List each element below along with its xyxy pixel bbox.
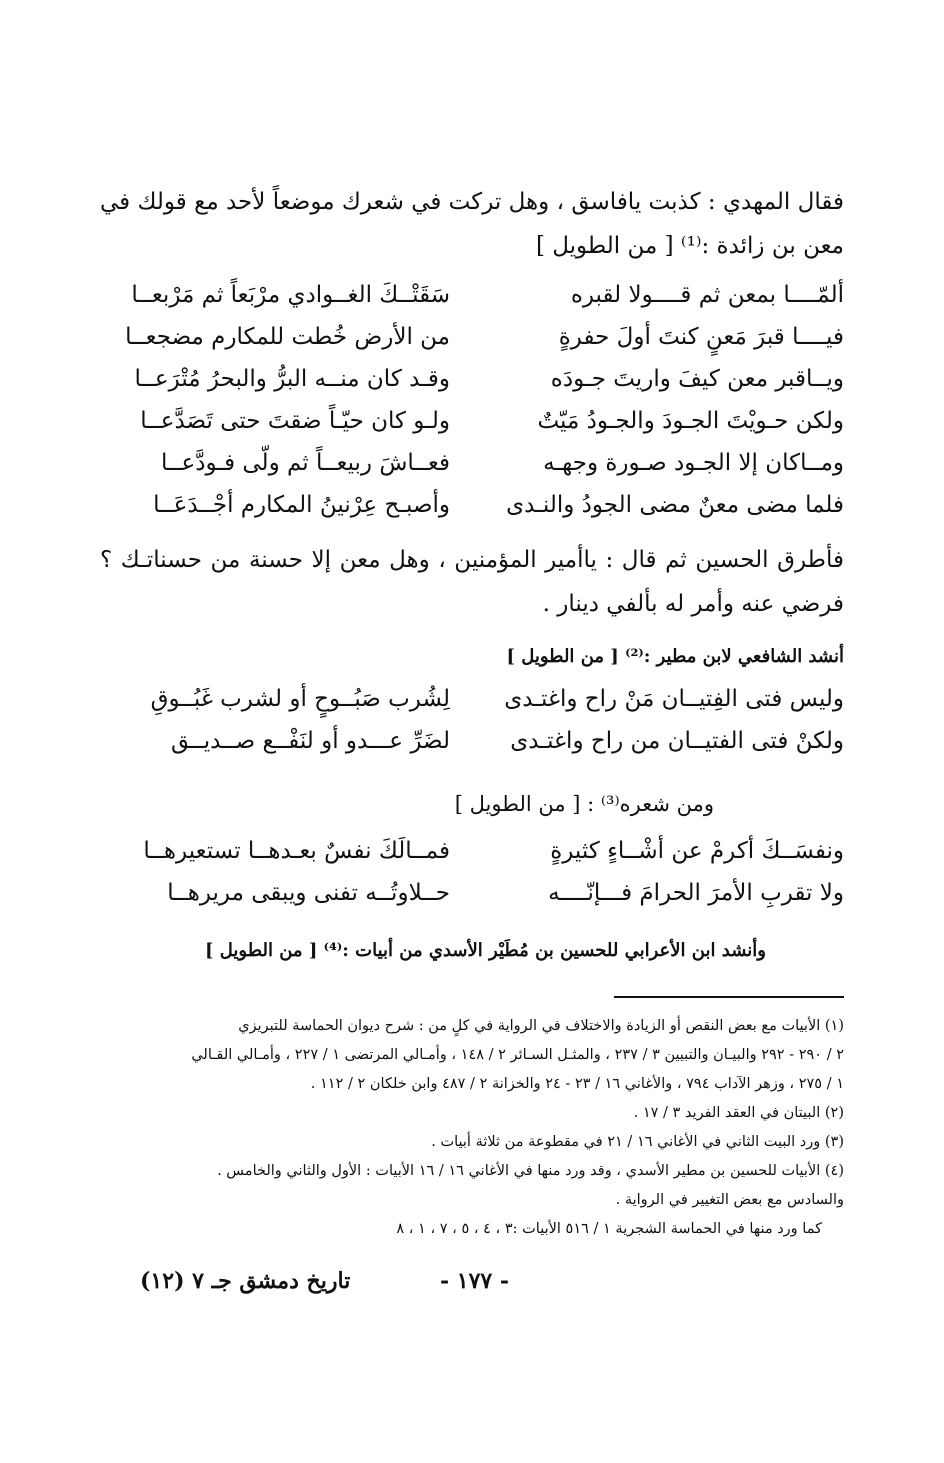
verse-line — [150, 450, 844, 492]
verse-second-hemistich: وقـد كان منــه البرُّ والبحرُ مُتْرَعــا — [134, 366, 450, 392]
arabi-heading: وأنشد ابن الأعرابي للحسين بن مُطَيْر الأسدي من أبيات :⁽⁴⁾ [ من الطويل ] — [204, 940, 766, 961]
verse-line — [150, 492, 844, 534]
poem-ibn-mutayr-2 — [143, 838, 844, 922]
poem-ibn-mutayr-1 — [150, 686, 844, 770]
verse-first-hemistich: وليس فتى الفِتيــان مَنْ راح واغتـدى — [504, 686, 844, 712]
after-poem-paragraph: فأطرق الحسين ثم قال : ياأمير المؤمنين ، وهل معن إلا حسنة من حسناتـك ؟ فرضي عنه وأمر له بألفي دينار . — [100, 547, 844, 617]
page-footer — [100, 1268, 844, 1308]
verse-line — [150, 686, 844, 728]
intro-paragraph: فقال المهدي : كذبت يافاسق ، وهل تركت في شعرك موضعاً لأحد مع قولك في معن بن زائدة :⁽¹⁾ [ من الطويل ] — [100, 189, 844, 259]
verse-second-hemistich: فعــاشَ ربيعــاً ثم ولّى فـودَّعــا — [161, 450, 450, 476]
footnote-1-line: ٢ / ٢٩٠ - ٢٩٢ والبيـان والتبيين ٣ / ٢٣٧ ، والمثـل السـائر ٢ / ١٤٨ ، وأمـالي المرتضى ١ / ٢٢٧ ، وأمـالي القـالي — [191, 1047, 844, 1063]
footnote-separator — [614, 996, 844, 998]
page-number: - ١٧٧ - — [440, 1268, 510, 1294]
shiruhu-heading: ومن شعره⁽³⁾ : [ من الطويل ] — [454, 792, 714, 816]
verse-first-hemistich: ولكنْ فتى الفتيــان من راح واغتـدى — [510, 728, 844, 754]
verse-line — [125, 324, 844, 366]
book-reference: تاريخ دمشق جـ ٧ (١٢) — [140, 1268, 351, 1294]
verse-second-hemistich: حــلاوتُــه تفنى ويبقى مريرهــا — [167, 880, 450, 906]
verse-second-hemistich: من الأرض خُطت للمكارم مضجعــا — [125, 324, 450, 350]
verse-line — [140, 408, 844, 450]
verse-first-hemistich: فيــــا قبرَ مَعنٍ كنتَ أولَ حفرةٍ — [558, 324, 844, 350]
footnote-4-line: والسادس مع بعض التغيير في الرواية . — [615, 1192, 844, 1208]
shafii-heading: أنشد الشافعي لابن مطير :⁽²⁾ [ من الطويل ] — [506, 646, 844, 667]
footnote-4-line: كما ورد منها في الحماسة الشجرية ١ / ٥١٦ الأبيات :٣ ، ٤ ، ٥ ، ٧ ، ١ ، ٨ — [396, 1221, 822, 1237]
footnotes — [100, 1012, 844, 1244]
verse-second-hemistich: وأصبـح عِرْنينُ المكارم أجْــدَعَــا — [153, 492, 450, 518]
poem-ma'n-elegy — [125, 282, 844, 534]
verse-line — [150, 880, 844, 922]
verse-first-hemistich: ألمّــــا بمعن ثم قــــولا لقبره — [570, 282, 844, 308]
verse-second-hemistich: ولـو كان حيّـاً ضقتَ حتى تَصَدَّعــا — [140, 408, 450, 434]
verse-second-hemistich: لِشُرب صَبُــوحٍ أو لشرب غَبُــوقِ — [150, 686, 450, 712]
verse-line — [150, 728, 844, 770]
footnote-2: (٢) البيتان في العقد الفريد ٣ / ١٧ . — [633, 1105, 844, 1121]
verse-first-hemistich: ويــاقبر معن كيفَ واريتَ جـودَه — [550, 366, 844, 392]
verse-first-hemistich: ومــاكان إلا الجـود صـورة وجهـه — [543, 450, 844, 476]
verse-line — [131, 282, 844, 324]
footnote-3: (٣) ورد البيت الثاني في الأغاني ١٦ / ٢١ في مقطوعة من ثلاثة أبيات . — [431, 1134, 844, 1150]
verse-second-hemistich: فمــالَكَ نفسٌ بعـدهــا تستعيرهــا — [143, 838, 450, 864]
verse-line — [134, 366, 844, 408]
verse-first-hemistich: ولكن حـويْتَ الجـودَ والجـودُ مَيّتٌ — [537, 408, 844, 434]
footnote-4-line: (٤) الأبيات للحسين بن مطير الأسدي ، وقد ورد منها في الأغاني ١٦ / ١٦ الأبيات : الأول والثاني والخامس . — [217, 1163, 844, 1179]
verse-first-hemistich: ولا تقربِ الأمرَ الحرامَ فـــإنّــــه — [548, 880, 844, 906]
verse-first-hemistich: فلما مضى معنٌ مضى الجودُ والنـدى — [506, 492, 844, 518]
verse-second-hemistich: سَقَتْــكَ الغــوادي مرْبَعاً ثم مَرْبعــا — [131, 282, 450, 308]
verse-second-hemistich: لضَرِّ عـــدو أو لنَفْــع صــديــق — [171, 728, 450, 754]
verse-first-hemistich: ونفسَــكَ أكرمْ عن أشْــاءٍ كثيرةٍ — [550, 838, 844, 864]
verse-line — [143, 838, 844, 880]
footnote-1-line: (١) الأبيات مع بعض النقص أو الزيادة والاختلاف في الرواية في كلٍ من : شرح ديوان الحماسة للتبريزي — [238, 1018, 844, 1034]
footnote-1-line: ١ / ٢٧٥ ، وزهر الآداب ٧٩٤ ، والأغاني ١٦ / ٢٣ - ٢٤ والخزانة ٢ / ٤٨٧ وابن خلكان ٢ / ١١٢ . — [310, 1076, 844, 1092]
